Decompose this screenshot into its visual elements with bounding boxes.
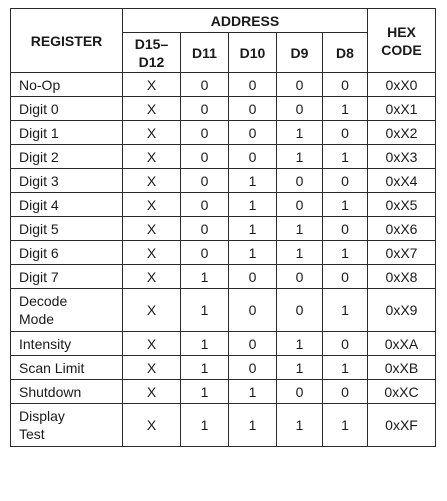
d9-cell: 0: [277, 97, 323, 121]
d15-d12-cell: X: [123, 380, 181, 404]
d8-cell: 0: [323, 332, 368, 356]
d8-cell: 1: [323, 289, 368, 332]
d9-cell: 0: [277, 265, 323, 289]
d10-cell: 0: [229, 73, 277, 97]
d10-cell: 1: [229, 241, 277, 265]
d9-cell: 1: [277, 145, 323, 169]
register-name-line: Mode: [19, 311, 55, 327]
table-header: [11, 9, 436, 73]
d10-cell: 1: [229, 217, 277, 241]
register-name-cell: [11, 380, 123, 404]
address-group-header: ADDRESS: [123, 9, 368, 33]
table-row: [11, 380, 436, 404]
d11-cell: 1: [181, 265, 229, 289]
d8-cell: 1: [323, 97, 368, 121]
d10-cell: 0: [229, 145, 277, 169]
hex-code-cell: 0xX7: [368, 241, 436, 265]
d10-cell: 1: [229, 169, 277, 193]
d11-cell: 0: [181, 241, 229, 265]
hex-code-cell: 0xX4: [368, 169, 436, 193]
table-body: [11, 73, 436, 447]
d11-column-header: D11: [181, 33, 229, 73]
register-column-header: REGISTER: [11, 9, 123, 73]
table-row: [11, 241, 436, 265]
d8-cell: 1: [323, 145, 368, 169]
d9-cell: 1: [277, 404, 323, 447]
register-name-line: Shutdown: [19, 383, 82, 400]
register-name-cell: [11, 121, 123, 145]
register-name-line: Digit 1: [19, 124, 59, 141]
d11-cell: 0: [181, 121, 229, 145]
register-name-cell: [11, 73, 123, 97]
hex-code-cell: 0xXC: [368, 380, 436, 404]
d10-cell: 0: [229, 289, 277, 332]
register-name-cell: [11, 332, 123, 356]
d10-cell: 0: [229, 121, 277, 145]
register-name-line: Display: [19, 408, 65, 424]
table-row: [11, 121, 436, 145]
d15-d12-cell: X: [123, 265, 181, 289]
d15-d12-cell: X: [123, 289, 181, 332]
hex-code-cell: 0xX2: [368, 121, 436, 145]
d15-d12-cell: X: [123, 97, 181, 121]
register-name-line: Digit 0: [19, 100, 59, 117]
d8-cell: 0: [323, 73, 368, 97]
d15-d12-cell: X: [123, 169, 181, 193]
d15-d12-cell: X: [123, 121, 181, 145]
table-row: [11, 145, 436, 169]
d9-cell: 1: [277, 121, 323, 145]
hex-code-cell: 0xXF: [368, 404, 436, 447]
d8-cell: 1: [323, 404, 368, 447]
hex-code-cell: 0xX1: [368, 97, 436, 121]
register-name-line: Digit 6: [19, 244, 59, 261]
d10-cell: 0: [229, 332, 277, 356]
d9-cell: 0: [277, 193, 323, 217]
d15-d12-cell: X: [123, 241, 181, 265]
register-name-cell: [11, 169, 123, 193]
register-name-line: Digit 2: [19, 148, 59, 165]
d11-cell: 1: [181, 356, 229, 380]
d11-cell: 0: [181, 145, 229, 169]
d9-cell: 1: [277, 356, 323, 380]
register-name-line: Digit 7: [19, 268, 59, 285]
register-name-cell: [11, 217, 123, 241]
d11-cell: 1: [181, 332, 229, 356]
d8-column-header: D8: [323, 33, 368, 73]
d15-d12-cell: X: [123, 404, 181, 447]
d15-d12-column-header: [123, 33, 181, 73]
d10-cell: 0: [229, 265, 277, 289]
register-name-line: Scan Limit: [19, 359, 85, 376]
register-name-line: Intensity: [19, 335, 72, 352]
d9-cell: 0: [277, 289, 323, 332]
table-row: [11, 356, 436, 380]
hex-code-cell: 0xX9: [368, 289, 436, 332]
hex-code-cell: 0xX0: [368, 73, 436, 97]
register-name-line: Digit 4: [19, 196, 59, 213]
table-row: [11, 404, 436, 447]
d9-cell: 1: [277, 241, 323, 265]
register-name-cell: [11, 97, 123, 121]
d9-cell: 1: [277, 332, 323, 356]
d11-cell: 0: [181, 217, 229, 241]
d9-cell: 1: [277, 217, 323, 241]
register-name-cell: [11, 265, 123, 289]
d11-cell: 1: [181, 380, 229, 404]
hex-code-cell: 0xX5: [368, 193, 436, 217]
register-name-cell: [11, 241, 123, 265]
d15-d12-cell: X: [123, 332, 181, 356]
d11-cell: 0: [181, 97, 229, 121]
register-name-cell: [11, 356, 123, 380]
d8-cell: 1: [323, 193, 368, 217]
register-name-line: Digit 3: [19, 172, 59, 189]
register-name-line: Decode: [19, 293, 68, 309]
hex-code-cell: 0xXB: [368, 356, 436, 380]
d9-cell: 0: [277, 380, 323, 404]
table-row: [11, 193, 436, 217]
d11-cell: 1: [181, 289, 229, 332]
d10-cell: 0: [229, 97, 277, 121]
hex-code-header-line1: HEX: [387, 23, 416, 40]
d15-d12-cell: X: [123, 217, 181, 241]
d9-column-header: D9: [277, 33, 323, 73]
d8-cell: 0: [323, 121, 368, 145]
d10-column-header: D10: [229, 33, 277, 73]
register-address-map-table: [10, 8, 436, 447]
register-name-cell: [11, 289, 123, 332]
d10-cell: 0: [229, 356, 277, 380]
hex-code-cell: 0xX3: [368, 145, 436, 169]
d11-cell: 0: [181, 169, 229, 193]
register-name-cell: [11, 404, 123, 447]
d15-header-line2: D12: [138, 53, 165, 70]
register-name-cell: [11, 193, 123, 217]
d8-cell: 0: [323, 380, 368, 404]
d8-cell: 1: [323, 241, 368, 265]
d11-cell: 1: [181, 404, 229, 447]
hex-code-header-line2: CODE: [381, 41, 422, 58]
d11-cell: 0: [181, 73, 229, 97]
d8-cell: 0: [323, 217, 368, 241]
hex-code-cell: 0xX8: [368, 265, 436, 289]
d8-cell: 0: [323, 265, 368, 289]
register-name-line: No-Op: [19, 76, 61, 93]
table-row: [11, 265, 436, 289]
hex-code-cell: 0xX6: [368, 217, 436, 241]
table-row: [11, 97, 436, 121]
d15-d12-cell: X: [123, 356, 181, 380]
d15-d12-cell: X: [123, 73, 181, 97]
table-row: [11, 217, 436, 241]
d15-d12-cell: X: [123, 193, 181, 217]
table-row: [11, 289, 436, 332]
register-name-cell: [11, 145, 123, 169]
register-address-map-table-container: [10, 8, 436, 447]
d10-cell: 1: [229, 404, 277, 447]
table-row: [11, 169, 436, 193]
d8-cell: 0: [323, 169, 368, 193]
d15-d12-cell: X: [123, 145, 181, 169]
register-name-line: Digit 5: [19, 220, 59, 237]
d10-cell: 1: [229, 193, 277, 217]
table-row: [11, 73, 436, 97]
table-row: [11, 332, 436, 356]
hex-code-cell: 0xXA: [368, 332, 436, 356]
d10-cell: 1: [229, 380, 277, 404]
d8-cell: 1: [323, 356, 368, 380]
hex-code-column-header: [368, 9, 436, 73]
d9-cell: 0: [277, 169, 323, 193]
d11-cell: 0: [181, 193, 229, 217]
d9-cell: 0: [277, 73, 323, 97]
d15-header-line1: D15–: [134, 35, 169, 52]
register-name-line: Test: [19, 426, 45, 442]
